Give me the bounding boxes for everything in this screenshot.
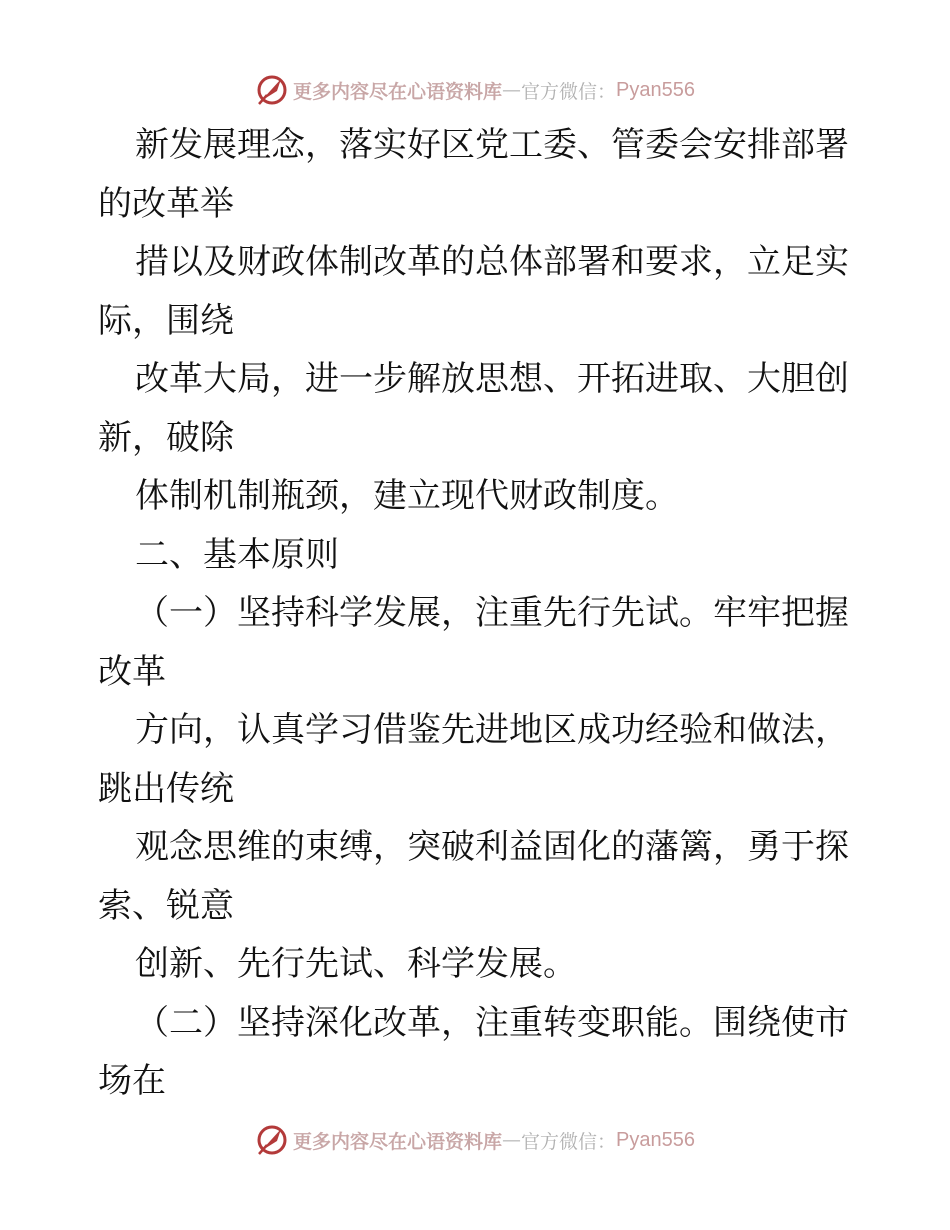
- paragraph-line: （一）坚持科学发展，注重先行先试。牢牢把握: [135, 593, 849, 633]
- paragraph-line: 体制机制瓶颈，建立现代财政制度。: [135, 476, 679, 516]
- footer-banner: [0, 1120, 950, 1160]
- paragraph-line: 场在: [98, 1061, 166, 1101]
- banner-separator: —: [502, 79, 522, 101]
- quill-logo-icon: [255, 73, 289, 107]
- banner-brand-text: 更多内容尽在心语资料库: [293, 80, 503, 103]
- paragraph-line: 措以及财政体制改革的总体部署和要求，立足实: [135, 242, 849, 282]
- paragraph-line: 创新、先行先试、科学发展。: [135, 944, 577, 984]
- paragraph-line: 跳出传统: [98, 768, 234, 809]
- quill-logo-icon: [255, 1123, 289, 1157]
- paragraph-line: 新，破除: [98, 417, 234, 458]
- section-heading: 二、基本原则: [135, 534, 339, 575]
- header-banner: [0, 70, 950, 110]
- banner-wechat-id: Pyan556: [616, 1128, 695, 1151]
- paragraph-line: 改革大局，进一步解放思想、开拓进取、大胆创: [135, 359, 849, 399]
- document-body: [98, 116, 878, 1111]
- paragraph-line: 观念思维的束缚，突破利益固化的藩篱，勇于探: [135, 827, 849, 867]
- paragraph-line: 新发展理念，落实好区党工委、管委会安排部署: [135, 125, 849, 165]
- banner-separator: —: [502, 1129, 522, 1151]
- banner-brand-text: 更多内容尽在心语资料库: [293, 1130, 503, 1153]
- banner-wechat-label: 官方微信：: [521, 80, 617, 103]
- banner-wechat-label: 官方微信：: [521, 1130, 617, 1153]
- paragraph-line: 索、锐意: [98, 885, 234, 926]
- paragraph-line: 际，围绕: [98, 300, 234, 341]
- paragraph-line: （二）坚持深化改革，注重转变职能。围绕使市: [135, 1002, 849, 1043]
- paragraph-line: 方向，认真学习借鉴先进地区成功经验和做法，: [135, 710, 849, 750]
- paragraph-line: 改革: [98, 651, 166, 692]
- paragraph-line: 的改革举: [98, 183, 234, 224]
- banner-wechat-id: Pyan556: [616, 78, 695, 101]
